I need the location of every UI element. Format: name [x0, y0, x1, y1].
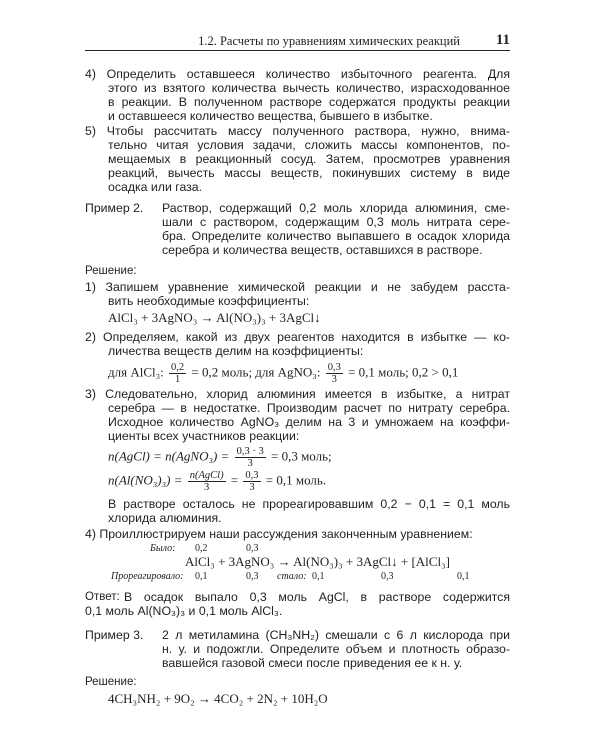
s4-line: 4) Проиллюстрируем наши рассуждения законченным уравнением:	[85, 527, 473, 541]
calc2-part1: для AlCl₃:	[108, 364, 164, 380]
calc3b-lhs: n(Al(NO₃)₃) =	[108, 472, 183, 488]
running-header	[85, 34, 510, 51]
reacted-label: Прореагировало:	[111, 571, 184, 582]
became-value-3: 0,1	[457, 571, 470, 582]
step5-line-3: мещаемых в реакционный сосуд. Затем, просмотрев уравнения	[108, 152, 510, 166]
was-label: Было:	[150, 543, 176, 554]
was-value-1: 0,2	[195, 543, 208, 554]
answer-line-2: 0,1 моль Al(NO₃)₃ и 0,1 моль AlCl₃.	[85, 604, 283, 618]
reacted-value-1: 0,1	[195, 571, 208, 582]
fraction-1-num: 0,2	[171, 362, 185, 373]
example2-line-4: серебра и количества веществ, оставшихся в растворе.	[162, 243, 483, 257]
fraction-5-num: 0,3	[245, 470, 259, 481]
s3-line-1: 3) Следовательно, хлорид алюминия имеется в избытке, а нитрат	[85, 387, 510, 401]
fraction-1-den: 1	[174, 374, 181, 385]
step5-line-1: 5) Чтобы рассчитать массу полученного раствора, нужно, внима-	[85, 124, 510, 138]
calc3a-rhs: = 0,3 моль;	[270, 448, 332, 464]
calc2-part3: = 0,1 моль; 0,2 > 0,1	[348, 364, 459, 380]
fraction-5	[243, 470, 260, 493]
s3-line-3: Исходное количество AgNO₃ делим на 3 и умножаем на коэффи-	[108, 415, 510, 429]
step4-line-3: в реакции. В полученном растворе содержатся продукты реакции	[108, 95, 510, 109]
s3-line-2: серебра — в недостатке. Производим расчет по нитрату серебра.	[108, 401, 510, 415]
page-number: 11	[495, 32, 510, 48]
fraction-3	[235, 446, 266, 469]
fraction-3-num: 0,3 · 3	[236, 446, 264, 457]
example2-line-3: бра. Определите количество выпавшего в осадок хлорида	[162, 229, 510, 243]
calc2	[108, 362, 458, 385]
equation-1: AlCl₃ + 3AgNO₃ → Al(NO₃)₃ + 3AgCl↓	[108, 310, 321, 325]
example3-line-3: вавшейся газовой смеси после приведения ее к н. у.	[162, 656, 463, 670]
solution2-label: Решение:	[85, 676, 137, 688]
answer-line-1: В осадок выпало 0,3 моль AgCl, в растворе содержится	[124, 590, 510, 604]
reacted-value-2: 0,3	[246, 571, 259, 582]
calc3b-eq: =	[230, 472, 239, 488]
s3-tail-line-2: хлорида алюминия.	[108, 511, 222, 525]
step5-line-2: тельно читая условия задачи, сложить массы компонентов, по-	[108, 138, 510, 152]
calc3b	[108, 470, 326, 493]
example2-line-2: шали с раствором, содержащим 0,3 моль нитрата сере-	[162, 215, 510, 229]
fraction-3-den: 3	[247, 458, 253, 469]
example2-line-1: Раствор, содержащий 0,2 моль хлорида алюминия, сме-	[162, 201, 510, 215]
was-value-2: 0,3	[246, 543, 259, 554]
calc3b-rhs: = 0,1 моль.	[265, 472, 327, 488]
example3-line-1: 2 л метиламина (CH₃NH₂) смешали с 6 л кислорода при	[162, 628, 510, 642]
became-value-2: 0,3	[381, 571, 394, 582]
s1-line-1: 1) Запишем уравнение химической реакции и не забудем расста-	[85, 280, 510, 294]
solution-label: Решение:	[85, 265, 137, 277]
became-label: стало:	[277, 571, 307, 582]
calc3a	[108, 446, 332, 469]
equation-full: AlCl₃ + 3AgNO₃ → Al(NO₃)₃ + 3AgCl↓ + [AlCl₃]	[185, 554, 450, 569]
step5-line-4: реакций, вычесть массы веществ, покинувших систему в виде	[108, 166, 510, 180]
fraction-4-num: n(AgCl)	[189, 470, 224, 481]
s3-tail-line-1: В растворе осталось не прореагировавшим 0,2 − 0,1 = 0,1 моль	[108, 497, 510, 511]
s2-line-2: личества веществ делим на коэффициенты:	[108, 344, 364, 358]
example3-line-2: н. у. и подожгли. Определите объем и плотность образо-	[162, 642, 510, 656]
step4-line-1: 4) Определить оставшееся количество избыточного реагента. Для	[85, 67, 510, 81]
fraction-5-den: 3	[249, 482, 255, 493]
running-header-title: 1.2. Расчеты по уравнениям химических реакций	[198, 34, 460, 48]
example3-label: Пример 3.	[85, 628, 144, 642]
fraction-4-den: 3	[204, 482, 210, 493]
equation-final: 4CH₃NH₂ + 9O₂ → 4CO₂ + 2N₂ + 10H₂O	[108, 691, 328, 706]
step4-line-2: этого из взятого количества вычесть количество, израсходованное	[108, 81, 510, 95]
calc2-part2: = 0,2 моль; для AgNO₃:	[191, 364, 321, 380]
step4-line-4: и оставшееся количество вещества, бывшего в избытке.	[108, 109, 433, 123]
fraction-2	[326, 362, 343, 385]
became-value-1: 0,1	[312, 571, 325, 582]
s3-line-4: циенты всех участников реакции:	[108, 429, 300, 443]
s1-line-2: вить необходимые коэффициенты:	[108, 294, 310, 308]
fraction-1	[169, 362, 186, 385]
fraction-4	[188, 470, 226, 493]
example2-label: Пример 2.	[85, 201, 144, 215]
answer-label: Ответ:	[85, 591, 120, 603]
calc3a-lhs: n(AgCl) = n(AgNO₃) =	[108, 448, 230, 464]
fraction-2-den: 3	[331, 374, 337, 385]
s2-line-1: 2) Определяем, какой из двух реагентов находится в избытке — ко-	[85, 330, 510, 344]
fraction-2-num: 0,3	[327, 362, 341, 373]
step5-line-5: осадка или газа.	[108, 180, 203, 194]
